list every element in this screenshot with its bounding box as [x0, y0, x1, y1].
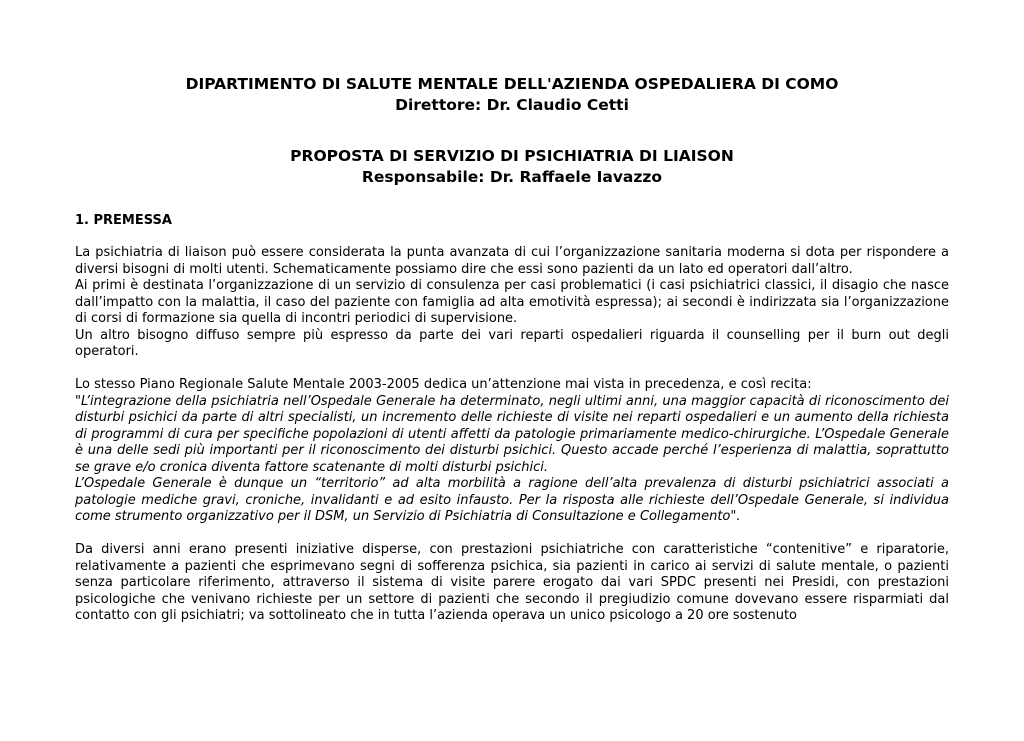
paragraph-1: La psichiatria di liaison può essere considerata la punta avanzata di cui l’organizzazione sanitaria moderna si dota per rispondere a diversi bisogni di molti utenti. Schematicamente possiamo dire che essi sono pazienti da un lato ed operatori dall’altro.: [75, 245, 949, 277]
proposal-title: PROPOSTA DI SERVIZIO DI PSICHIATRIA DI LIAISON: [290, 147, 734, 165]
department-title: DIPARTIMENTO DI SALUTE MENTALE DELL'AZIENDA OSPEDALIERA DI COMO: [185, 75, 839, 93]
paragraph-4: Lo stesso Piano Regionale Salute Mentale 2003-2005 dedica un’attenzione mai vista in precedenza, e così recita:: [75, 377, 812, 392]
responsible-line: Responsabile: Dr. Raffaele Iavazzo: [361, 168, 663, 186]
quote-paragraph-2: L’Ospedale Generale è dunque un “territorio” ad alta morbilità a ragione dell’alta prevalenza di disturbi psichiatrici associati a patologie mediche gravi, croniche, invalidanti e ad esito infausto. Per la risposta alle richieste dell’Ospedale Generale, si individua come strumento organizzativo per il DSM, un Servizio di Psichiatria di Consultazione e Collegamento".: [75, 476, 949, 524]
section-premessa-title: 1. PREMESSA: [75, 213, 172, 228]
paragraph-3: Un altro bisogno diffuso sempre più espresso da parte dei vari reparti ospedalieri riguarda il counselling per il burn out degli operatori.: [75, 327, 949, 359]
document-page: [75, 74, 949, 625]
quote-paragraph-1: "L’integrazione della psichiatria nell’Ospedale Generale ha determinato, negli ultimi anni, una maggior capacità di riconoscimento dei disturbi psichici da parte di altri specialisti, un incremento delle richieste di visite nei reparti ospedalieri e un aumento della richiesta di programmi di cura per specifiche popolazioni di utenti affetti da patologie primariamente medico-chirurgiche. L’Ospedale Generale è una delle sedi più importanti per il riconoscimento dei disturbi psichici. Questo accade perché l’esperienza di malattia, soprattutto se grave e/o cronica diventa fattore scatenante di molti disturbi psichici.: [75, 393, 949, 475]
paragraph-2: Ai primi è destinata l’organizzazione di un servizio di consulenza per casi problematici (i casi psichiatrici classici, il disagio che nasce dall’impatto con la malattia, il caso del paziente con famiglia ad alta emotività espressa); ai secondi è indirizzata sia l’organizzazione di corsi di formazione sia quella di incontri periodici di supervisione.: [75, 278, 949, 326]
director-line: Direttore: Dr. Claudio Cetti: [395, 96, 629, 114]
paragraph-5: Da diversi anni erano presenti iniziative disperse, con prestazioni psichiatriche con caratteristiche “contenitive” e riparatorie, relativamente a pazienti che esprimevano segni di sofferenza psichica, sia pazienti in carico ai servizi di salute mentale, o pazienti senza particolare riferimento, attraverso il sistema di visite parere erogato dai vari SPDC presenti nei Presidi, con prestazioni psicologiche che venivano richieste per un settore di pazienti che secondo il pregiudizio comune dovevano essere risparmiati dal contatto con gli psichiatri; va sottolineato che in tutta l’azienda operava un unico psicologo a 20 ore sostenuto: [75, 542, 949, 623]
